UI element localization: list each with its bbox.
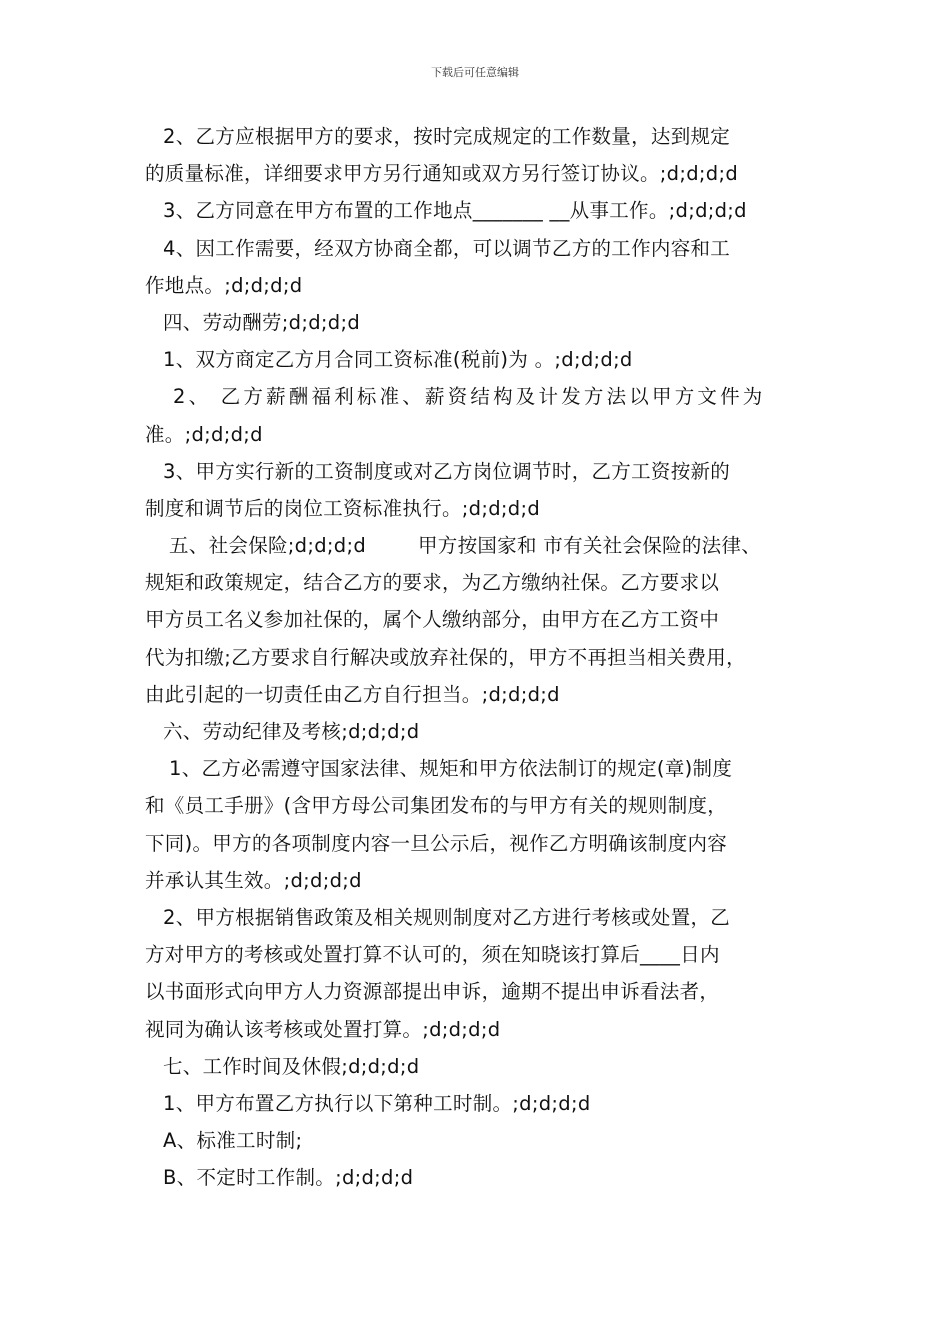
section-heading: 五、社会保险;d;d;d;d 甲方按国家和 市有关社会保险的法律、: [169, 534, 762, 558]
paragraph-line: 1、双方商定乙方月合同工资标准(税前)为 。;d;d;d;d: [163, 348, 633, 372]
paragraph-line: 甲方员工名义参加社保的，属个人缴纳部分，由甲方在乙方工资中: [145, 608, 720, 632]
paragraph-line: 1、乙方必需遵守国家法律、规矩和甲方依法制订的规定(章)制度: [169, 757, 733, 781]
paragraph-line: 制度和调节后的岗位工资标准执行。;d;d;d;d: [145, 496, 540, 520]
paragraph-line: 2、甲方根据销售政策及相关规则制度对乙方进行考核或处置，乙: [163, 905, 731, 929]
paragraph-line: 方对甲方的考核或处置打算不认可的，须在知晓该打算后____日内: [145, 943, 720, 967]
section-heading: 七、工作时间及休假;d;d;d;d: [163, 1054, 420, 1078]
section-heading: 四、劳动酬劳;d;d;d;d: [163, 310, 360, 334]
paragraph-line: 下同)。甲方的各项制度内容一旦公示后，视作乙方明确该制度内容: [145, 831, 728, 855]
list-item: A、标准工时制;: [163, 1129, 303, 1153]
paragraph-line: 和《员工手册》(含甲方母公司集团发布的与甲方有关的规则制度，: [145, 794, 728, 818]
list-item: B、不定时工作制。;d;d;d;d: [163, 1166, 414, 1190]
paragraph-line: 以书面形式向甲方人力资源部提出申诉，逾期不提出申诉看法者，: [145, 980, 720, 1004]
paragraph-line: 由此引起的一切责任由乙方自行担当。;d;d;d;d: [145, 682, 560, 706]
paragraph-line: 4、因工作需要，经双方协商全都，可以调节乙方的工作内容和工: [163, 236, 731, 260]
paragraph-line: 视同为确认该考核或处置打算。;d;d;d;d: [145, 1017, 501, 1041]
paragraph-line: 的质量标准，详细要求甲方另行通知或双方另行签订协议。;d;d;d;d: [145, 162, 738, 186]
paragraph-line: 代为扣缴;乙方要求自行解决或放弃社保的，甲方不再担当相关费用，: [145, 645, 746, 669]
paragraph-line: 3、乙方同意在甲方布置的工作地点_______ __从事工作。;d;d;d;d: [163, 199, 747, 223]
paragraph-line: 2、 乙方薪酬福利标准、薪资结构及计发方法以甲方文件为: [173, 385, 766, 409]
section-heading: 六、劳动纪律及考核;d;d;d;d: [163, 720, 420, 743]
page-header: 下载后可任意编辑: [431, 66, 519, 79]
document-body: [145, 118, 813, 1196]
paragraph-line: 2、乙方应根据甲方的要求，按时完成规定的工作数量，达到规定: [163, 125, 731, 148]
paragraph-line: 准。;d;d;d;d: [145, 422, 263, 446]
paragraph-line: 规矩和政策规定，结合乙方的要求，为乙方缴纳社保。乙方要求以: [145, 571, 720, 595]
paragraph-line: 3、甲方实行新的工资制度或对乙方岗位调节时，乙方工资按新的: [163, 459, 731, 483]
paragraph-line: 1、甲方布置乙方执行以下第种工时制。;d;d;d;d: [163, 1091, 591, 1115]
paragraph-line: 并承认其生效。;d;d;d;d: [145, 868, 362, 892]
paragraph-line: 作地点。;d;d;d;d: [145, 273, 303, 297]
